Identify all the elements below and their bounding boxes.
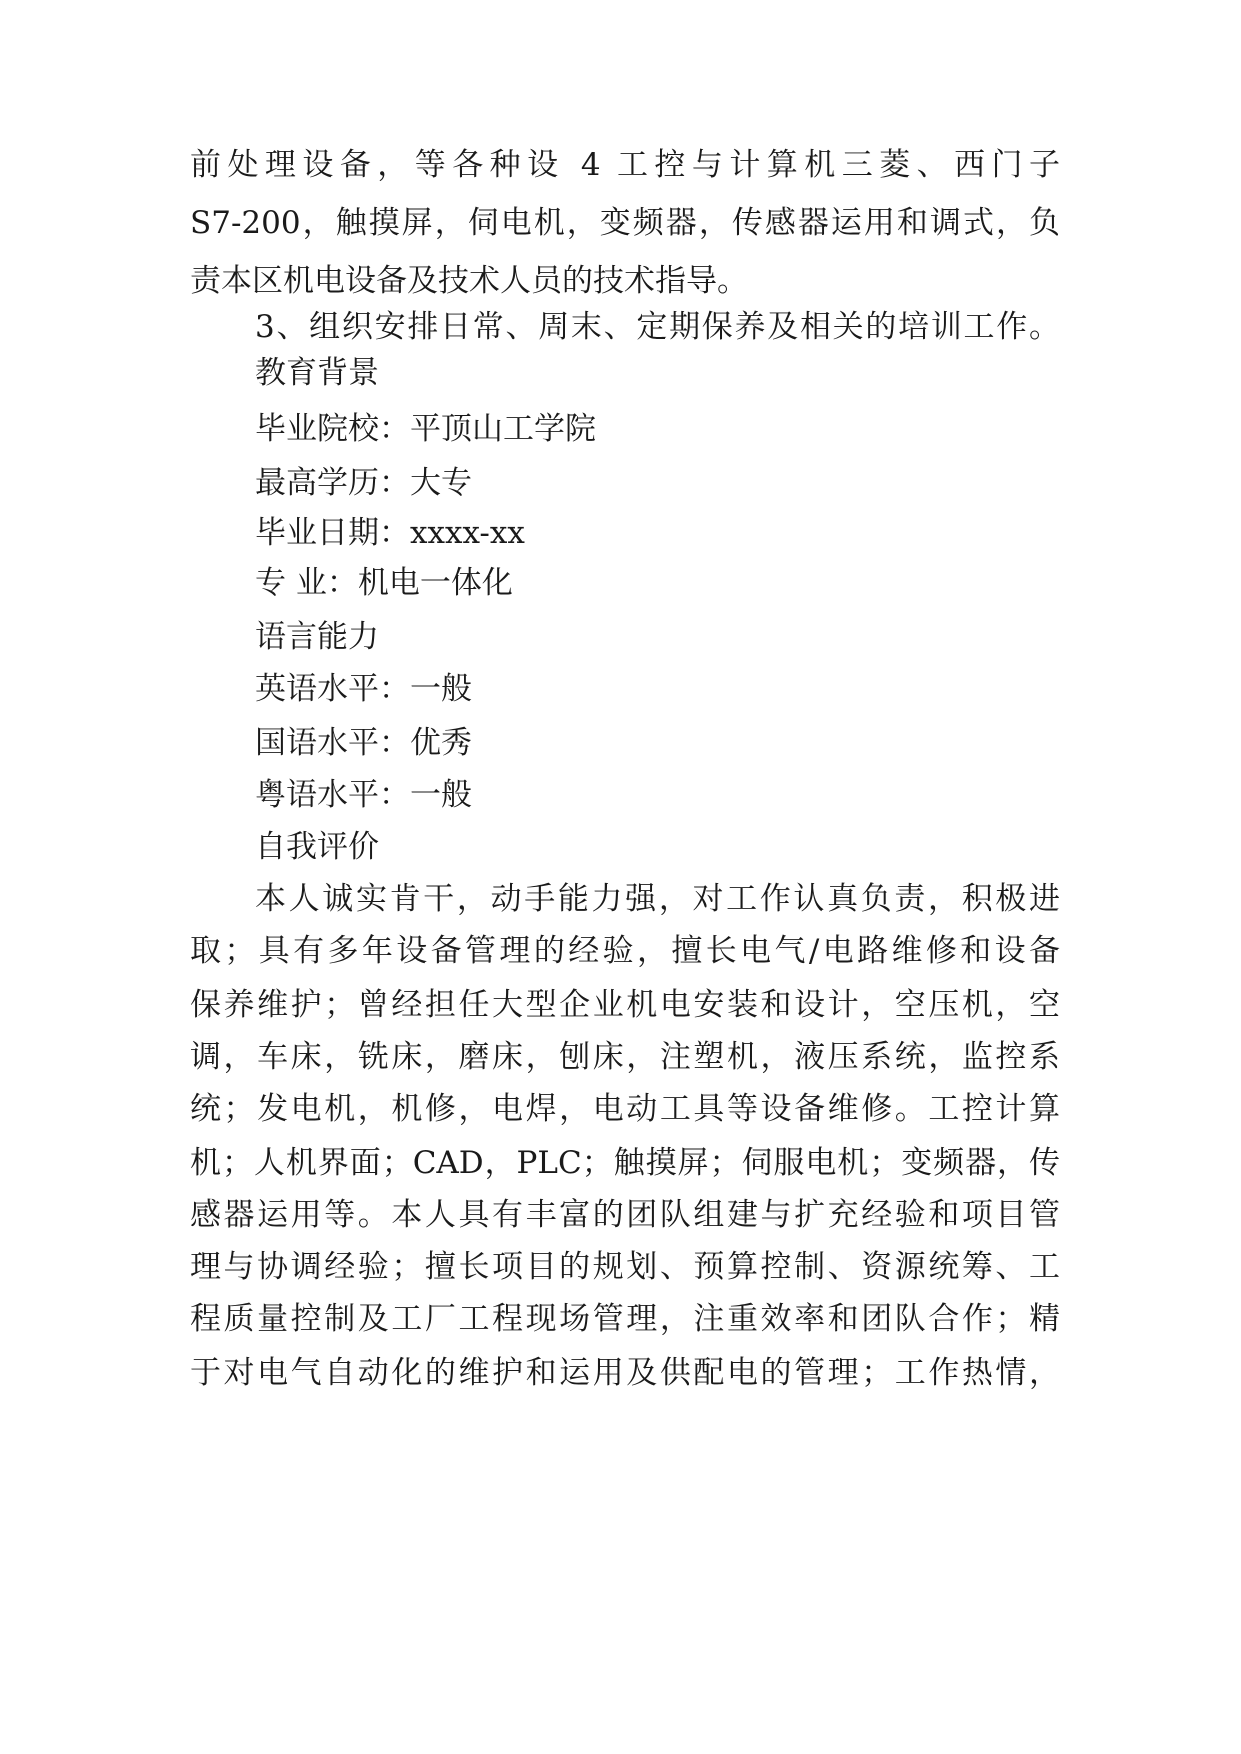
body-line: 统；发电机，机修，电焊，电动工具等设备维修。工控计算	[190, 1091, 1060, 1127]
body-line: 3、组织安排日常、周末、定期保养及相关的培训工作。	[255, 309, 1060, 345]
field-major: 专 业：机电一体化	[255, 565, 513, 601]
field-graduation-date: 毕业日期：xxxx-xx	[255, 515, 525, 551]
section-heading-education: 教育背景	[255, 355, 379, 391]
body-line: 机；人机界面；CAD，PLC；触摸屏；伺服电机；变频器，传	[190, 1145, 1060, 1181]
section-heading-language: 语言能力	[255, 619, 379, 655]
body-line: 于对电气自动化的维护和运用及供配电的管理；工作热情，	[190, 1355, 1060, 1391]
body-line: 取；具有多年设备管理的经验，擅长电气/电路维修和设备	[190, 933, 1060, 969]
field-mandarin: 国语水平：优秀	[255, 725, 472, 761]
body-line: 前处理设备，等各种设 4 工控与计算机三菱、西门子	[190, 147, 1060, 183]
field-degree: 最高学历：大专	[255, 465, 472, 501]
field-cantonese: 粤语水平：一般	[255, 777, 472, 813]
body-line: 责本区机电设备及技术人员的技术指导。	[190, 263, 748, 299]
body-line: 保养维护；曾经担任大型企业机电安装和设计，空压机，空	[190, 987, 1060, 1023]
body-line: 理与协调经验；擅长项目的规划、预算控制、资源统筹、工	[190, 1249, 1060, 1285]
field-school: 毕业院校：平顶山工学院	[255, 411, 596, 447]
body-line: 本人诚实肯干，动手能力强，对工作认真负责，积极进	[255, 881, 1060, 917]
body-line: 程质量控制及工厂工程现场管理，注重效率和团队合作；精	[190, 1301, 1060, 1337]
body-line: 感器运用等。本人具有丰富的团队组建与扩充经验和项目管	[190, 1197, 1060, 1233]
section-heading-self-evaluation: 自我评价	[255, 829, 379, 865]
field-english: 英语水平：一般	[255, 671, 472, 707]
body-line: S7-200，触摸屏，伺电机，变频器，传感器运用和调式，负	[190, 205, 1060, 241]
body-line: 调，车床，铣床，磨床，刨床，注塑机，液压系统，监控系	[190, 1039, 1060, 1075]
